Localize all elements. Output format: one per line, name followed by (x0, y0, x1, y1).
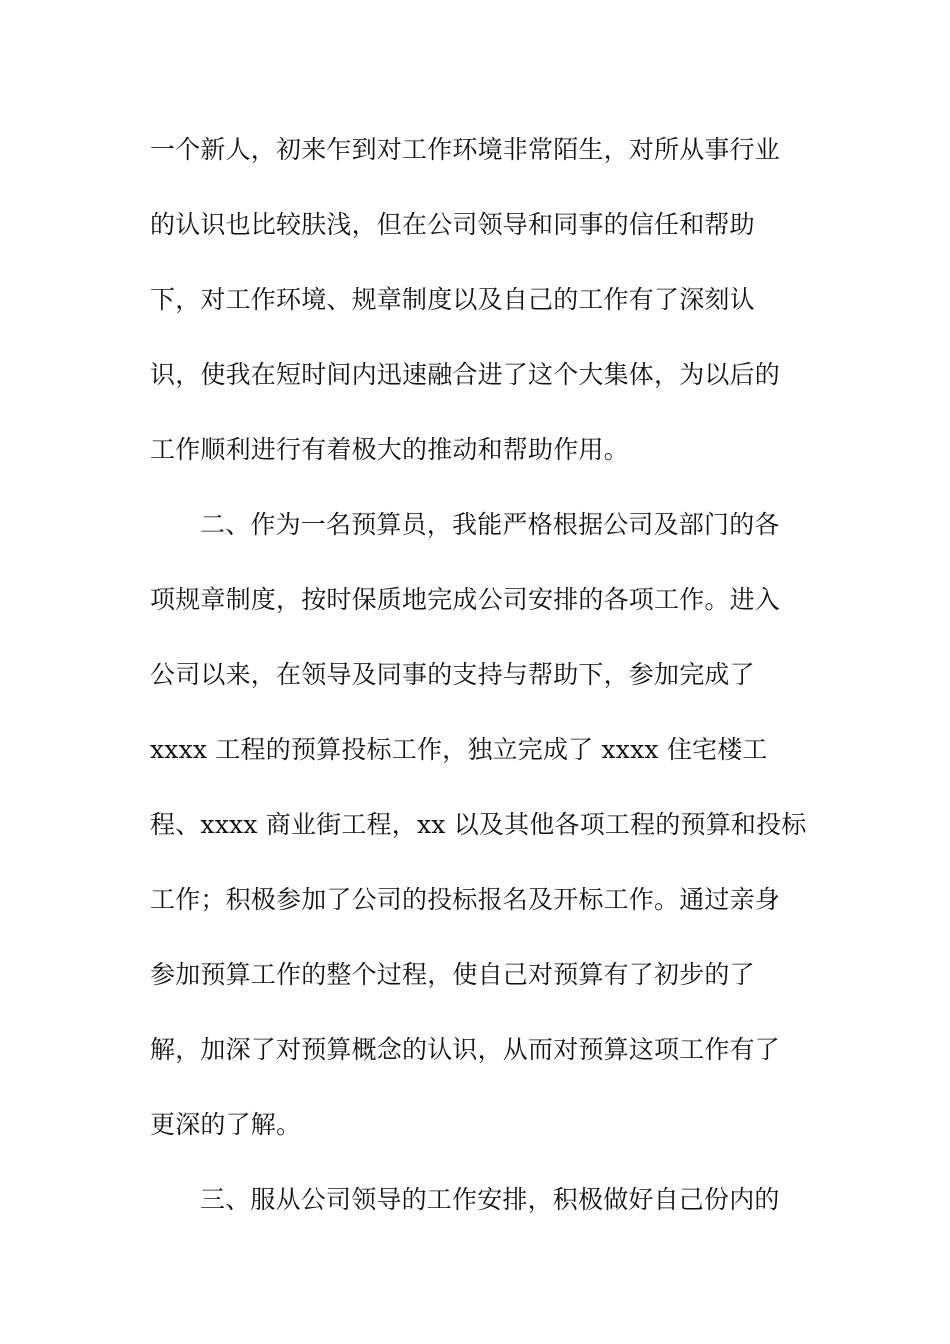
paragraph-line: 工作；积极参加了公司的投标报名及开标工作。通过亲身 (150, 885, 781, 914)
paragraph-line: 下，对工作环境、规章制度以及自己的工作有了深刻认 (150, 285, 755, 314)
paragraph-line: 一个新人，初来乍到对工作环境非常陌生，对所从事行业 (150, 135, 781, 164)
paragraph-line: 工作顺利进行有着极大的推动和帮助作用。 (150, 435, 629, 464)
paragraph-line: 更深的了解。 (150, 1110, 302, 1139)
paragraph-line: 公司以来，在领导及同事的支持与帮助下，参加完成了 (150, 660, 755, 689)
paragraph-line: 参加预算工作的整个过程，使自己对预算有了初步的了 (150, 960, 755, 989)
paragraph-line: 解，加深了对预算概念的认识，从而对预算这项工作有了 (150, 1035, 781, 1064)
paragraph-line: 程、xxxx 商业街工程，xx 以及其他各项工程的预算和投标 (150, 810, 807, 839)
paragraph-line: xxxx 工程的预算投标工作，独立完成了 xxxx 住宅楼工 (150, 735, 768, 764)
paragraph-line: 三、服从公司领导的工作安排，积极做好自己份内的 (200, 1185, 780, 1214)
paragraph-line: 项规章制度，按时保质地完成公司安排的各项工作。进入 (150, 585, 781, 614)
paragraph-line: 二、作为一名预算员，我能严格根据公司及部门的各 (200, 510, 780, 539)
paragraph-line: 的认识也比较肤浅，但在公司领导和同事的信任和帮助 (150, 210, 755, 239)
paragraph-line: 识，使我在短时间内迅速融合进了这个大集体，为以后的 (150, 360, 781, 389)
